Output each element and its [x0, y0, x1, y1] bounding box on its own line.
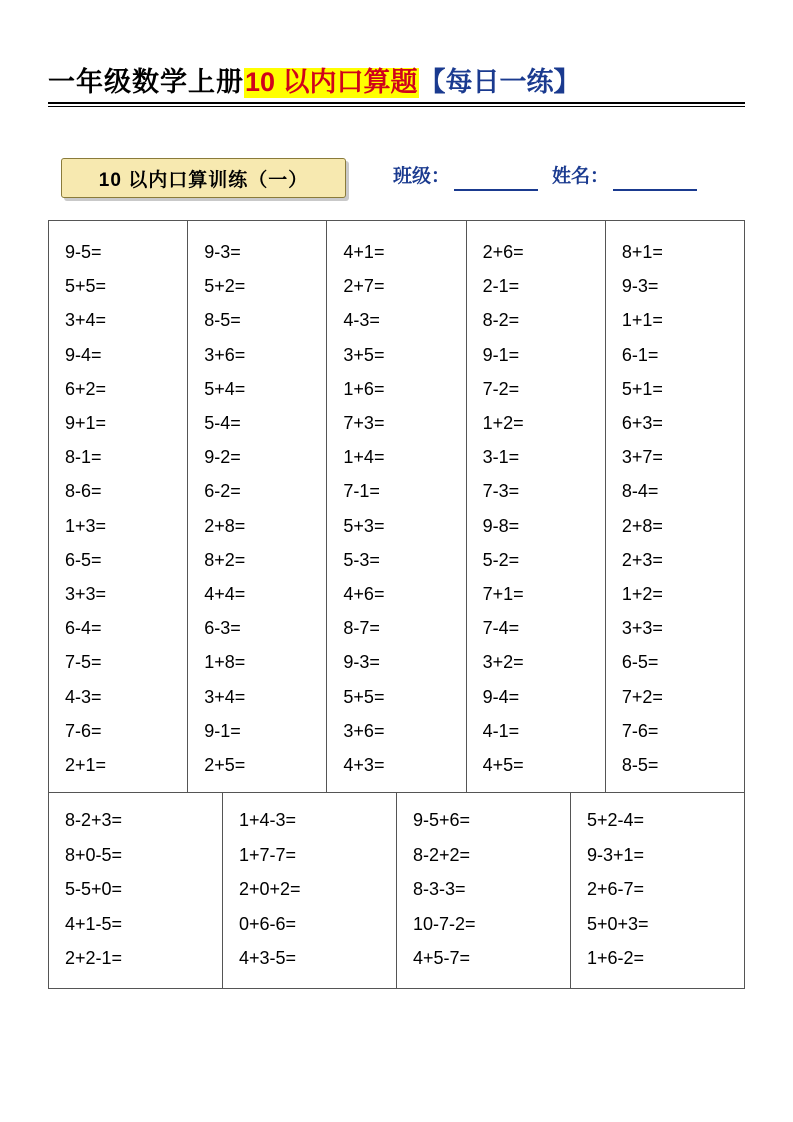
problem-cell: 9-1= — [204, 720, 241, 741]
problem-cell: 1+4-3= — [239, 810, 297, 831]
problem-cell: 8-5= — [621, 755, 659, 776]
problem-cell: 5+0+3= — [587, 913, 649, 934]
problem-column — [327, 221, 466, 792]
problem-cell: 6-3= — [204, 618, 241, 639]
problem-cell: 2+6-7= — [587, 879, 645, 900]
page-header — [48, 68, 745, 107]
problem-cell: 2+5= — [204, 755, 246, 776]
problem-cell: 3+3= — [65, 584, 107, 605]
problem-cell: 7-4= — [482, 618, 520, 639]
problem-cell: 1+4= — [343, 447, 385, 468]
problem-cell: 8-2+3= — [65, 810, 123, 831]
problem-cell: 5+5= — [343, 686, 385, 707]
problem-cell: 7-2= — [482, 378, 520, 399]
problem-cell: 9-3+1= — [587, 844, 645, 865]
problem-cell: 7-1= — [343, 481, 380, 502]
problem-cell: 6+2= — [65, 378, 107, 399]
problem-cell: 5+3= — [343, 515, 385, 536]
problem-cell: 6-5= — [65, 549, 102, 570]
problem-cell: 4-1= — [482, 720, 520, 741]
problem-cell: 7-5= — [65, 652, 102, 673]
page-title-highlight: 10 以内口算题 — [245, 67, 418, 97]
problem-cell: 8+1= — [621, 242, 663, 262]
problem-cell: 8-3-3= — [413, 879, 466, 900]
problem-column — [606, 221, 744, 792]
problem-cell: 8-1= — [65, 447, 102, 468]
problem-cell: 8+2= — [204, 549, 246, 570]
problem-cell: 3+3= — [621, 618, 663, 639]
problem-cell: 9-3= — [343, 652, 380, 673]
problem-column — [571, 793, 744, 988]
problem-cell: 5-5+0= — [65, 879, 123, 900]
name-field-label: 姓名： — [552, 166, 610, 187]
problem-cell: 7-3= — [482, 481, 520, 502]
problems-bottom-section — [49, 792, 744, 988]
class-field-label: 班级： — [393, 166, 451, 187]
section-badge: 10 以内口算训练（一） — [61, 158, 346, 198]
problem-cell: 4+3= — [343, 755, 385, 776]
problem-cell: 3+5= — [343, 344, 385, 365]
problem-cell: 5+2-4= — [587, 810, 645, 831]
problem-cell: 4+4= — [204, 584, 246, 605]
problem-cell: 4-3= — [65, 686, 102, 707]
problem-cell: 5+5= — [65, 276, 107, 297]
problem-cell: 8-2+2= — [413, 844, 471, 865]
page-title-plain: 一年级数学上册 — [48, 67, 244, 97]
problem-cell: 9-4= — [65, 344, 102, 365]
name-field-blank[interactable] — [613, 171, 697, 191]
problem-cell: 5+1= — [621, 378, 663, 399]
problem-cell: 2+1= — [65, 755, 107, 776]
problem-cell: 4-3= — [343, 310, 380, 331]
problem-cell: 4+1= — [343, 242, 385, 262]
problem-cell: 7+2= — [621, 686, 663, 707]
problem-cell: 8-7= — [343, 618, 380, 639]
problem-cell: 8+0-5= — [65, 844, 123, 865]
problem-column — [188, 221, 327, 792]
problem-cell: 1+2= — [482, 413, 524, 434]
problem-cell: 1+6= — [343, 378, 385, 399]
problem-cell: 1+7-7= — [239, 844, 297, 865]
problem-cell: 4+6= — [343, 584, 385, 605]
problem-column — [49, 221, 188, 792]
problem-cell: 7-6= — [621, 720, 659, 741]
student-fields — [393, 164, 697, 191]
class-field-blank[interactable] — [454, 171, 538, 191]
problem-cell: 3+6= — [204, 344, 246, 365]
problem-cell: 6-5= — [621, 652, 659, 673]
problem-cell: 7+3= — [343, 413, 385, 434]
problem-cell: 1+3= — [65, 515, 107, 536]
name-field[interactable] — [552, 164, 697, 191]
problem-cell: 9+1= — [65, 413, 107, 434]
problem-cell: 4+3-5= — [239, 948, 297, 969]
problem-cell: 3+4= — [204, 686, 246, 707]
problem-cell: 9-3= — [204, 242, 241, 262]
problem-column — [467, 221, 606, 792]
problem-cell: 2+2-1= — [65, 948, 123, 969]
problem-cell: 6-4= — [65, 618, 102, 639]
problem-cell: 8-6= — [65, 481, 102, 502]
problem-cell: 9-8= — [482, 515, 520, 536]
problem-cell: 2+8= — [621, 515, 663, 536]
problem-cell: 7+1= — [482, 584, 524, 605]
problem-cell: 3+2= — [482, 652, 524, 673]
problem-cell: 6-2= — [204, 481, 241, 502]
problem-cell: 2+7= — [343, 276, 385, 297]
problem-column — [397, 793, 571, 988]
problem-cell: 2+8= — [204, 515, 246, 536]
problem-cell: 6-1= — [621, 344, 659, 365]
problem-cell: 8-5= — [204, 310, 241, 331]
problem-cell: 4+5= — [482, 755, 524, 776]
problem-cell: 1+1= — [621, 310, 663, 331]
problem-cell: 9-5= — [65, 242, 102, 262]
problem-cell: 1+6-2= — [587, 948, 645, 969]
problem-cell: 5-4= — [204, 413, 241, 434]
problem-cell: 4+1-5= — [65, 913, 123, 934]
problem-cell: 5-2= — [482, 549, 520, 570]
problem-cell: 2+0+2= — [239, 879, 301, 900]
problem-cell: 1+2= — [621, 584, 663, 605]
problem-cell: 3-1= — [482, 447, 520, 468]
problem-cell: 7-6= — [65, 720, 102, 741]
problem-column — [49, 793, 223, 988]
problem-cell: 3+6= — [343, 720, 385, 741]
subheader-row — [48, 158, 745, 200]
problem-cell: 2-1= — [482, 276, 520, 297]
problem-cell: 6+3= — [621, 413, 663, 434]
problem-cell: 8-2= — [482, 310, 520, 331]
problem-cell: 8-4= — [621, 481, 659, 502]
page-title-bracket: 【每日一练】 — [418, 67, 581, 97]
problem-cell: 9-4= — [482, 686, 520, 707]
problem-cell: 2+6= — [482, 242, 524, 262]
problem-cell: 9-2= — [204, 447, 241, 468]
problem-cell: 3+7= — [621, 447, 663, 468]
problem-cell: 0+6-6= — [239, 913, 297, 934]
problem-cell: 4+5-7= — [413, 948, 471, 969]
title-row — [48, 68, 745, 98]
problems-top-section — [49, 221, 744, 792]
problem-cell: 5+4= — [204, 378, 246, 399]
problems-table — [48, 220, 745, 989]
class-field[interactable] — [393, 164, 538, 191]
problem-cell: 9-3= — [621, 276, 659, 297]
problem-column — [223, 793, 397, 988]
problem-cell: 9-5+6= — [413, 810, 471, 831]
problem-cell: 5+2= — [204, 276, 246, 297]
problem-cell: 9-1= — [482, 344, 520, 365]
problem-cell: 5-3= — [343, 549, 380, 570]
header-divider-thin — [48, 106, 745, 107]
problem-cell: 10-7-2= — [413, 913, 476, 934]
header-divider-thick — [48, 102, 745, 104]
problem-cell: 3+4= — [65, 310, 107, 331]
problem-cell: 1+8= — [204, 652, 246, 673]
problem-cell: 2+3= — [621, 549, 663, 570]
